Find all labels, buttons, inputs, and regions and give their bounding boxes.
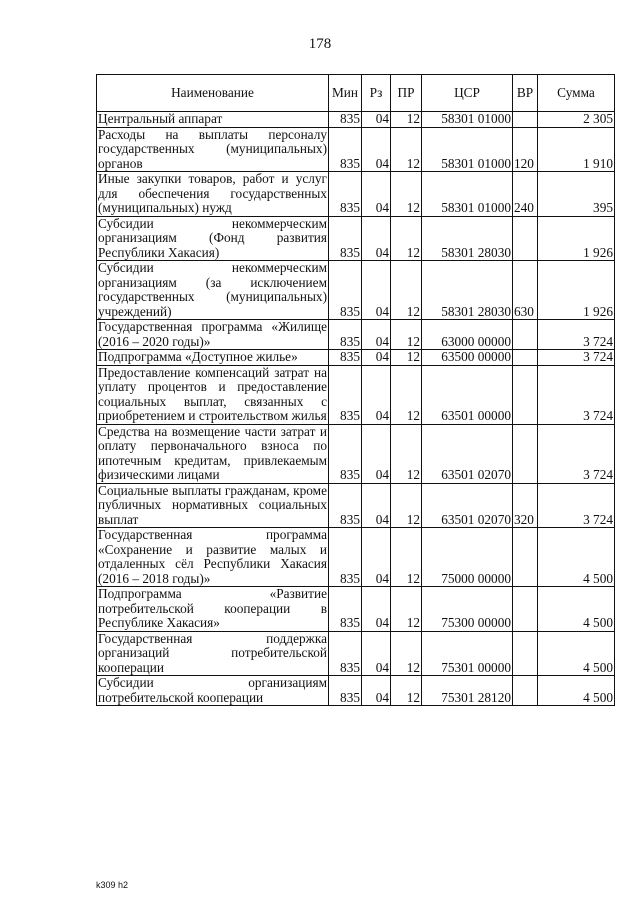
cell-vr bbox=[513, 365, 538, 424]
cell-name: Субсидии организациям потребительской кооперации bbox=[98, 675, 327, 705]
cell-rz: 04 bbox=[362, 172, 391, 217]
cell-pr: 12 bbox=[391, 350, 422, 366]
cell-name: Социальные выплаты гражданам, кроме публичных нормативных социальных выплат bbox=[98, 482, 327, 527]
table-row bbox=[97, 424, 615, 483]
table-header-row bbox=[97, 75, 615, 112]
cell-vr bbox=[513, 216, 538, 261]
cell-csr: 58301 28030 bbox=[422, 261, 513, 320]
cell-sum: 4 500 bbox=[538, 528, 615, 587]
cell-rz: 04 bbox=[362, 365, 391, 424]
cell-sum: 3 724 bbox=[538, 350, 615, 366]
table-row bbox=[97, 631, 615, 676]
footer-code: k309 h2 bbox=[96, 880, 129, 890]
cell-vr bbox=[513, 528, 538, 587]
cell-sum: 2 305 bbox=[538, 112, 615, 128]
cell-csr: 63500 00000 bbox=[422, 350, 513, 366]
cell-vr: 120 bbox=[513, 127, 538, 172]
cell-rz: 04 bbox=[362, 587, 391, 632]
cell-rz: 04 bbox=[362, 261, 391, 320]
cell-pr: 12 bbox=[391, 365, 422, 424]
cell-vr: 240 bbox=[513, 172, 538, 217]
cell-pr: 12 bbox=[391, 172, 422, 217]
cell-sum: 4 500 bbox=[538, 676, 615, 706]
header-min: Мин bbox=[329, 75, 362, 112]
cell-name: Иные закупки товаров, работ и услуг для обеспечения государственных (муниципальных) нужд bbox=[98, 171, 327, 215]
cell-min: 835 bbox=[329, 424, 362, 483]
cell-min: 835 bbox=[329, 631, 362, 676]
cell-name: Субсидии некоммерческим организациям (Фонд развития Республики Хакасия) bbox=[98, 215, 327, 260]
cell-min: 835 bbox=[329, 528, 362, 587]
table-row bbox=[97, 127, 615, 172]
cell-min: 835 bbox=[329, 587, 362, 632]
header-pr: ПР bbox=[391, 75, 422, 112]
cell-rz: 04 bbox=[362, 676, 391, 706]
cell-min: 835 bbox=[329, 483, 362, 528]
cell-name: Расходы на выплаты персоналу государственных (муниципальных) органов bbox=[98, 126, 327, 171]
cell-pr: 12 bbox=[391, 320, 422, 350]
header-rz: Рз bbox=[362, 75, 391, 112]
table-row bbox=[97, 261, 615, 320]
cell-csr: 58301 01000 bbox=[422, 172, 513, 217]
table-row bbox=[97, 112, 615, 128]
header-csr: ЦСР bbox=[422, 75, 513, 112]
cell-name: Предоставление компенсаций затрат на уплату процентов и предоставление социальных выплат, связанных с приобретением и строительством жилья bbox=[98, 364, 327, 423]
header-vr: ВР bbox=[513, 75, 538, 112]
table-row bbox=[97, 172, 615, 217]
cell-min: 835 bbox=[329, 261, 362, 320]
cell-pr: 12 bbox=[391, 424, 422, 483]
cell-rz: 04 bbox=[362, 424, 391, 483]
cell-min: 835 bbox=[329, 676, 362, 706]
cell-csr: 75300 00000 bbox=[422, 587, 513, 632]
cell-pr: 12 bbox=[391, 587, 422, 632]
cell-pr: 12 bbox=[391, 528, 422, 587]
cell-vr bbox=[513, 676, 538, 706]
cell-name: Государственная поддержка организаций потребительской кооперации bbox=[98, 630, 327, 675]
cell-sum: 3 724 bbox=[538, 424, 615, 483]
cell-rz: 04 bbox=[362, 216, 391, 261]
cell-csr: 63000 00000 bbox=[422, 320, 513, 350]
cell-min: 835 bbox=[329, 320, 362, 350]
table-row bbox=[97, 587, 615, 632]
header-sum: Сумма bbox=[538, 75, 615, 112]
cell-csr: 75301 28120 bbox=[422, 676, 513, 706]
cell-sum: 3 724 bbox=[538, 483, 615, 528]
table-row bbox=[97, 365, 615, 424]
cell-vr bbox=[513, 424, 538, 483]
cell-csr: 58301 01000 bbox=[422, 112, 513, 128]
cell-csr: 75000 00000 bbox=[422, 528, 513, 587]
cell-sum: 4 500 bbox=[538, 587, 615, 632]
cell-sum: 1 926 bbox=[538, 261, 615, 320]
cell-csr: 63501 02070 bbox=[422, 424, 513, 483]
cell-csr: 63501 00000 bbox=[422, 365, 513, 424]
cell-pr: 12 bbox=[391, 261, 422, 320]
cell-name: Центральный аппарат bbox=[97, 112, 329, 128]
cell-pr: 12 bbox=[391, 127, 422, 172]
table-row bbox=[97, 350, 615, 366]
cell-sum: 3 724 bbox=[538, 320, 615, 350]
cell-min: 835 bbox=[329, 365, 362, 424]
cell-min: 835 bbox=[329, 127, 362, 172]
cell-min: 835 bbox=[329, 216, 362, 261]
cell-rz: 04 bbox=[362, 350, 391, 366]
cell-name: Государственная программа «Жилище (2016 – 2020 годы)» bbox=[98, 319, 327, 349]
cell-vr bbox=[513, 320, 538, 350]
table-row bbox=[97, 676, 615, 706]
cell-rz: 04 bbox=[362, 528, 391, 587]
cell-rz: 04 bbox=[362, 631, 391, 676]
cell-name: Подпрограмма «Развитие потребительской кооперации в Республике Хакасия» bbox=[98, 586, 327, 630]
cell-min: 835 bbox=[329, 172, 362, 217]
cell-min: 835 bbox=[329, 350, 362, 366]
cell-pr: 12 bbox=[391, 631, 422, 676]
cell-sum: 3 724 bbox=[538, 365, 615, 424]
cell-vr bbox=[513, 631, 538, 676]
cell-pr: 12 bbox=[391, 112, 422, 128]
header-name: Наименование bbox=[97, 75, 329, 112]
cell-vr: 320 bbox=[513, 483, 538, 528]
table-row bbox=[97, 216, 615, 261]
cell-name: Подпрограмма «Доступное жилье» bbox=[97, 350, 329, 366]
table-row bbox=[97, 483, 615, 528]
cell-sum: 1 926 bbox=[538, 216, 615, 261]
cell-vr: 630 bbox=[513, 261, 538, 320]
cell-pr: 12 bbox=[391, 676, 422, 706]
cell-vr bbox=[513, 112, 538, 128]
budget-table bbox=[96, 74, 615, 706]
table-row bbox=[97, 528, 615, 587]
cell-name: Государственная программа «Сохранение и развитие малых и отдаленных сёл Республики Хакасия (2016 – 2018 годы)» bbox=[98, 527, 327, 586]
cell-name: Субсидии некоммерческим организациям (за исключением государственных (муниципальных) учреждений) bbox=[98, 260, 327, 319]
cell-sum: 4 500 bbox=[538, 631, 615, 676]
cell-vr bbox=[513, 350, 538, 366]
cell-vr bbox=[513, 587, 538, 632]
cell-name: Средства на возмещение части затрат и оплату первоначального взноса по ипотечным кредитам, привлекаемым физическими лицами bbox=[98, 423, 327, 482]
cell-rz: 04 bbox=[362, 483, 391, 528]
cell-sum: 1 910 bbox=[538, 127, 615, 172]
cell-pr: 12 bbox=[391, 216, 422, 261]
cell-csr: 58301 28030 bbox=[422, 216, 513, 261]
cell-rz: 04 bbox=[362, 320, 391, 350]
cell-rz: 04 bbox=[362, 112, 391, 128]
cell-rz: 04 bbox=[362, 127, 391, 172]
cell-min: 835 bbox=[329, 112, 362, 128]
cell-sum: 395 bbox=[538, 172, 615, 217]
cell-csr: 63501 02070 bbox=[422, 483, 513, 528]
table-row bbox=[97, 320, 615, 350]
cell-csr: 58301 01000 bbox=[422, 127, 513, 172]
cell-pr: 12 bbox=[391, 483, 422, 528]
page-number: 178 bbox=[308, 36, 332, 52]
cell-csr: 75301 00000 bbox=[422, 631, 513, 676]
